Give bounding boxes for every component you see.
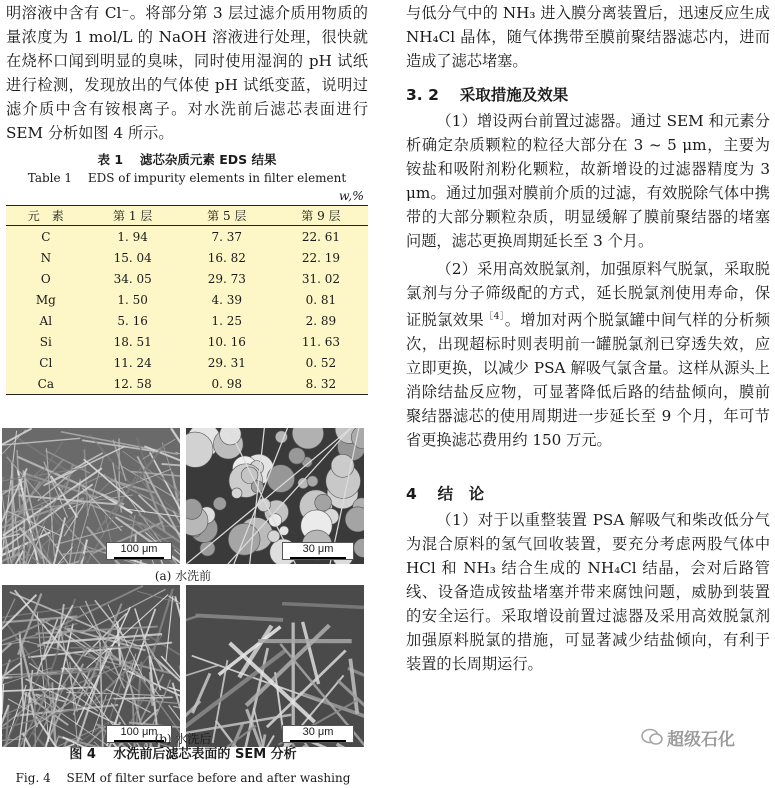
table-1 xyxy=(6,151,368,395)
value-cell: 1. 25 xyxy=(211,313,243,328)
section-3-2-heading: 3. 2 采取措施及效果 xyxy=(406,86,569,104)
figure-caption-cn: 图 4 水洗前后滤芯表面的 SEM 分析 xyxy=(69,747,297,762)
value-cell: 31. 02 xyxy=(301,271,341,286)
section-4-heading: 4 结 论 xyxy=(406,485,485,504)
table-row xyxy=(6,268,368,289)
element-cell: O xyxy=(40,271,51,286)
eds-table xyxy=(6,205,368,395)
value-cell: 15. 04 xyxy=(113,250,152,265)
paragraph-measure-2 xyxy=(406,257,770,452)
element-cell: Al xyxy=(39,313,53,328)
paragraph-measure-2-text-b: 。增加对两个脱氯罐中间气样的分析频次，出现超标时则表明前一罐脱氯剂已穿透失效，应立即更换，以减少 PSA 解吸气氯含量。这样从源头上消除结盐反应物，可显著降低后路的结盐倾向，膜前聚结器滤芯的使用周期进一步延长至 9 个月，年可节省更换滤芯费用约 150 万元。 xyxy=(406,311,770,450)
value-cell: 8. 32 xyxy=(305,376,337,391)
table-row xyxy=(6,352,368,373)
paragraph-measure-1: （1）增设两台前置过滤器。通过 SEM 和元素分析确定杂质颗粒的粒径大部分在 3 ~ 5 μm，主要为铵盐和吸附剂粉化颗粒，故新增设的过滤器精度为 3 μm。通过加强对膜前介质的过滤，有效脱除气体中携带的大部分颗粒杂质，明显缓解了膜前聚结器的堵塞问题，滤芯更换周期延长至 3 个月。 xyxy=(406,112,770,250)
value-cell: 22. 61 xyxy=(301,229,341,244)
table-header-row xyxy=(6,206,368,226)
right-column xyxy=(406,0,770,676)
scale-bar: 30 μm xyxy=(282,725,354,743)
subcaption-a: (a) 水洗前 xyxy=(154,569,212,583)
sem-image-after-100um xyxy=(2,585,180,747)
table-row xyxy=(6,310,368,331)
scale-bar: 30 μm xyxy=(282,542,354,560)
wechat-icon xyxy=(641,727,663,747)
scale-bar: 100 μm xyxy=(106,725,172,743)
element-cell: N xyxy=(40,250,52,265)
table-unit: w,% xyxy=(338,188,364,203)
watermark xyxy=(641,724,765,750)
subcaption-b: (b) 水洗后 xyxy=(154,732,212,746)
element-cell: Ca xyxy=(37,376,54,391)
value-cell: 18. 51 xyxy=(113,334,152,349)
element-cell: Si xyxy=(39,334,52,349)
element-cell: Cl xyxy=(39,355,53,370)
table-row xyxy=(6,226,368,248)
paragraph-continued: 与低分气中的 NH₃ 进入膜分离装置后，迅速反应生成 NH₄Cl 晶体，随气体携带至膜前聚结器滤芯内，进而造成了滤芯堵塞。 xyxy=(406,4,770,70)
sem-image-before-100um xyxy=(2,428,180,564)
value-cell: 1. 94 xyxy=(117,229,148,244)
table-header-cell: 第 1 层 xyxy=(113,209,153,223)
paragraph-measure-2-text-a: （2）采用高效脱氯剂，加强原料气脱氯，采取脱氯剂与分子筛级配的方式，延长脱氯剂使用寿命，保证脱氯效果 xyxy=(406,260,770,330)
table-caption-cn: 表 1 滤芯杂质元素 EDS 结果 xyxy=(97,152,277,167)
value-cell: 34. 05 xyxy=(113,271,152,286)
sem-image-after-30um xyxy=(186,585,364,747)
table-row xyxy=(6,289,368,310)
value-cell: 4. 39 xyxy=(211,292,243,307)
value-cell: 10. 16 xyxy=(207,334,246,349)
element-cell: Mg xyxy=(35,292,56,307)
value-cell: 2. 89 xyxy=(305,313,337,328)
figure-4 xyxy=(2,428,364,788)
table-header-cell: 第 9 层 xyxy=(301,209,341,223)
value-cell: 11. 63 xyxy=(301,334,341,349)
paragraph-conclusion-1: （1）对于以重整装置 PSA 解吸气和柴改低分气为混合原料的氢气回收装置，要充分考虑两股气体中 HCl 和 NH₃ 结合生成的 NH₄Cl 结晶，会对后路管线、设备造成铵盐堵塞并带来腐蚀问题，威胁到装置的安全运行。采取增设前置过滤器及采用高效脱氯剂加强原料脱氯的措施，可显著减少结盐倾向，有利于装置的长周期运行。 xyxy=(406,511,770,674)
value-cell: 11. 24 xyxy=(113,355,152,370)
table-header-cell: 元 素 xyxy=(27,209,64,223)
value-cell: 7. 37 xyxy=(211,229,243,244)
table-body xyxy=(6,226,368,395)
value-cell: 12. 58 xyxy=(113,376,152,391)
watermark-text: 超级石化 xyxy=(667,729,735,750)
table-row xyxy=(6,331,368,352)
left-column xyxy=(6,0,368,395)
value-cell: 5. 16 xyxy=(117,313,148,328)
value-cell: 0. 52 xyxy=(305,355,337,370)
citation-ref: ［4］ xyxy=(484,312,505,322)
table-row xyxy=(6,247,368,268)
table-caption-en: Table 1 EDS of impurity elements in filter element xyxy=(27,171,347,185)
sem-image-before-30um xyxy=(186,428,364,564)
value-cell: 16. 82 xyxy=(207,250,246,265)
value-cell: 22. 19 xyxy=(301,250,341,265)
element-cell: C xyxy=(41,229,51,244)
table-header-cell: 第 5 层 xyxy=(207,209,247,223)
value-cell: 29. 73 xyxy=(207,271,246,286)
value-cell: 1. 50 xyxy=(117,292,148,307)
table-row xyxy=(6,373,368,395)
figure-caption-en: Fig. 4 SEM of filter surface before and after washing xyxy=(15,771,351,785)
value-cell: 0. 98 xyxy=(211,376,243,391)
scale-bar: 100 μm xyxy=(106,542,172,560)
value-cell: 0. 81 xyxy=(305,292,337,307)
intro-paragraph: 明溶液中含有 Cl⁻。将部分第 3 层过滤介质用物质的量浓度为 1 mol/L 的 NaOH 溶液进行处理，很快就在烧杯口闻到明显的臭味，同时使用湿润的 pH 试纸进行检测，发现放出的气体使 pH 试纸变蓝，说明过滤介质中含有铵根离子。对水洗前后滤芯表面进行 SEM 分析如图 4 所示。 xyxy=(6,4,368,142)
value-cell: 29. 31 xyxy=(207,355,246,370)
